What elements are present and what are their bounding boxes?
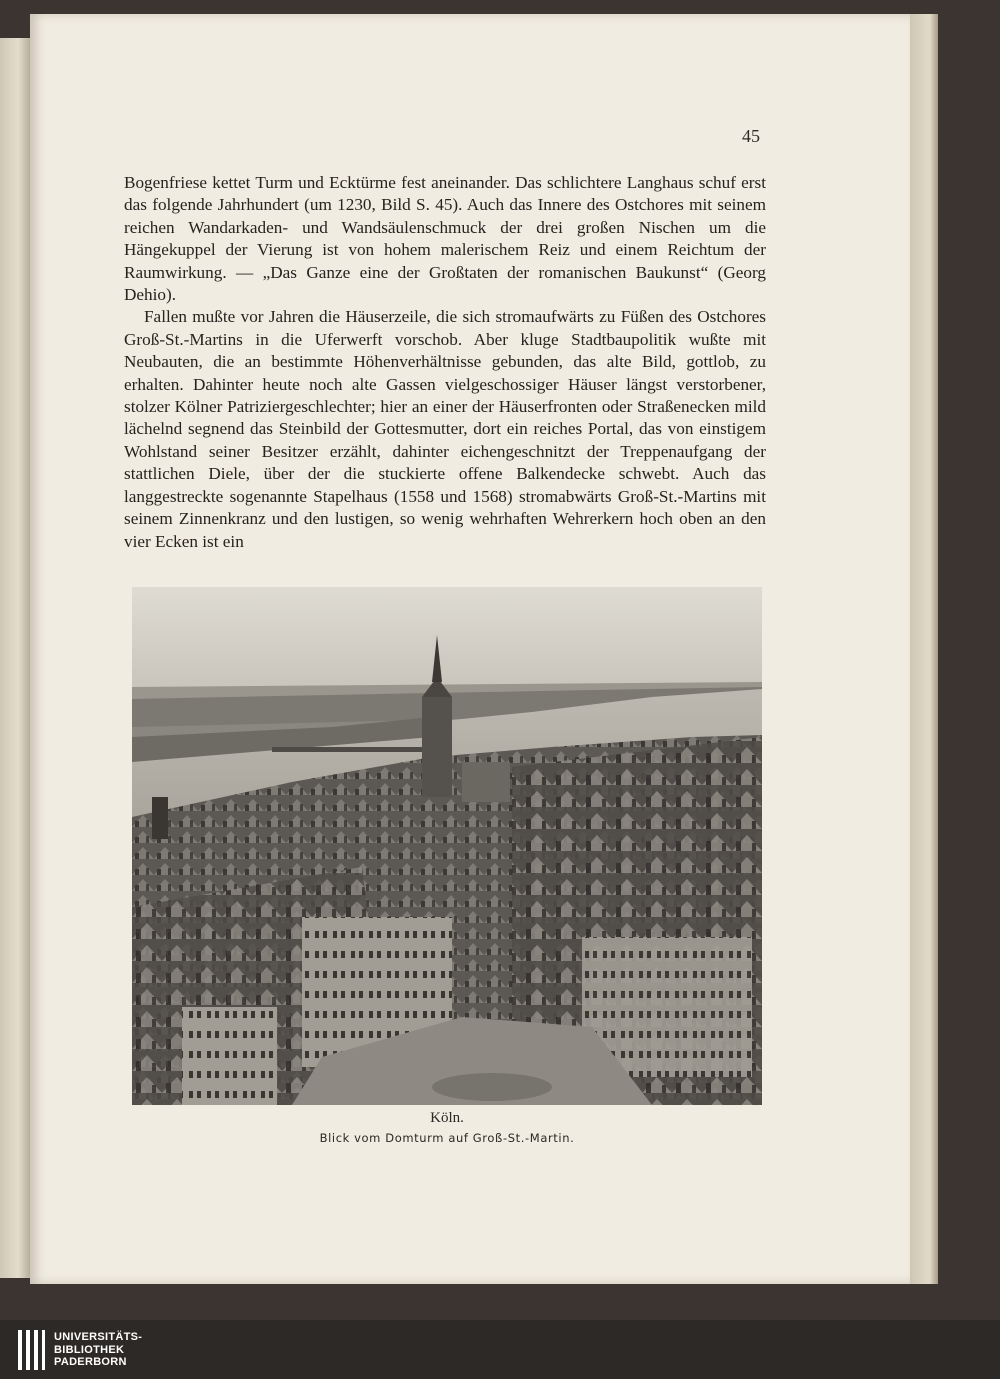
photo-illustration [132,587,762,1105]
library-logo-icon [18,1330,48,1370]
left-page-edge [0,38,30,1278]
page-number: 45 [742,126,760,146]
library-line-3: PADERBORN [54,1356,127,1368]
library-line-2: BIBLIOTHEK [54,1343,125,1356]
library-name[interactable] [54,1331,194,1369]
right-page-edge [910,14,938,1284]
photo-cologne-panorama [132,587,762,1105]
caption-title: Köln. [430,1110,464,1126]
caption-subtitle: Blick vom Domturm auf Groß-St.-Martin. [319,1131,575,1145]
body-text [124,172,766,553]
paragraph-2: Fallen mußte vor Jahren die Häuserzeile, die sich stromaufwärts zu Füßen des Ostchores Groß-St.-Martins in die Uferwerft vorschob. Aber kluge Stadtbaupolitik wußte mit Neubauten, die an bestimmte Höhenverhältnisse gebunden, das alte Bild, gottlob, zu erhalten. Dahinter heute noch alte Gassen vielgeschossiger Häuser längst verstorbener, stolzer Kölner Patriziergeschlechter; hier an einer der Häuserfronten oder Straßenecken mild lächelnd segnend das Steinbild der Gottesmutter, dort ein reiches Portal, das von einstigem Wohlstand seiner Besitzer erzählt, dahinter eichengeschnitzt der Treppenaufgang der stattlichen Diele, über der die stuckierte offene Balkendecke schwebt. Auch das langgestreckte sogenannte Stapelhaus (1558 und 1568) stromabwärts Groß-St.-Martins mit seinem Zinnenkranz und den lustigen, so wenig wehrhaften Wehrerkern hoch oben an den vier Ecken ist ein [124,307,766,551]
paragraph-1: Bogenfriese kettet Turm und Ecktürme fest aneinander. Das schlichtere Langhaus schuf erst das folgende Jahrhundert (um 1230, Bild S. 45). Auch das Innere des Ostchores mit seinem reichen Wandarkaden- und Wandsäulenschmuck der drei großen Nischen um die Hängekuppel der Vierung ist von hohem malerischem Reiz und einem Reichtum der Raumwirkung. — „Das Ganze eine der Großtaten der romanischen Baukunst“ (Georg Dehio). [124,173,766,305]
library-line-1: UNIVERSITÄTS- [54,1331,143,1343]
